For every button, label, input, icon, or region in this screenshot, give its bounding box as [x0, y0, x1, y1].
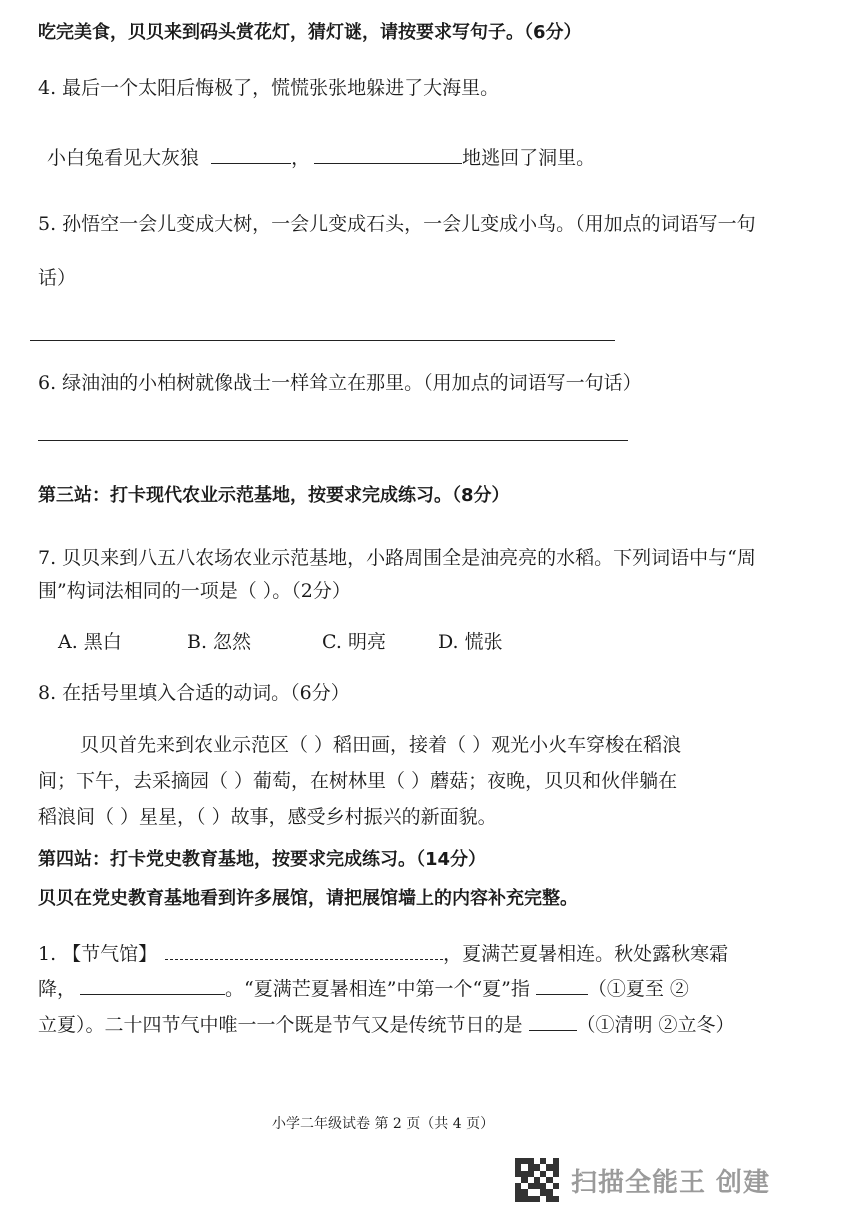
q8-line2: 间；下午，去采摘园（ ）葡萄，在树林里（ ）蘑菇；夜晚，贝贝和伙伴躺在 — [38, 770, 678, 792]
q1-label: 1. 【节气馆】 — [38, 943, 158, 965]
q1-line2 — [38, 976, 689, 1001]
q1-part2a: 降， — [38, 978, 77, 1000]
q7-option-c[interactable]: C. 明亮 — [322, 631, 386, 653]
q1-part1: ，夏满芒夏暑相连。秋处露秋寒霜 — [443, 943, 729, 965]
q1-part2c: （①夏至 ② — [587, 978, 689, 1000]
q7-option-d[interactable]: D. 慌张 — [438, 631, 503, 653]
q1-part2b: 。“夏满芒夏暑相连”中第一个“夏”指 — [225, 978, 530, 1000]
station3-title: 第三站：打卡现代农业示范基地，按要求完成练习。（8分） — [38, 485, 510, 506]
q7-line1: 7. 贝贝来到八五八农场农业示范基地，小路周围全是油亮亮的水稻。下列词语中与“周 — [38, 547, 756, 569]
q1-blank-3[interactable] — [536, 976, 588, 995]
q8-line1: 贝贝首先来到农业示范区（ ）稻田画，接着（ ）观光小火车穿梭在稻浪 — [80, 734, 682, 756]
q7-option-b[interactable]: B. 忽然 — [187, 631, 252, 653]
q8-title: 8. 在括号里填入合适的动词。（6分） — [38, 682, 350, 704]
scanner-watermark — [515, 1158, 770, 1202]
intro-instruction: 吃完美食，贝贝来到码头赏花灯，猜灯谜，请按要求写句子。（6分） — [38, 22, 582, 43]
q7-option-a[interactable]: A. 黑白 — [58, 631, 122, 653]
qr-code-icon — [515, 1158, 559, 1202]
q4-blank-1[interactable] — [211, 145, 291, 164]
q4-answer-line — [47, 145, 595, 170]
q5-line2: 话） — [38, 267, 77, 289]
q1-part3b: （①清明 ②立冬） — [576, 1014, 735, 1036]
q7-line2: 围”构词法相同的一项是（ ）。（2分） — [38, 580, 351, 602]
q4-blank-2[interactable] — [314, 145, 462, 164]
page-footer: 小学二年级试卷 第 2 页（共 4 页） — [272, 1116, 495, 1132]
q4-prompt-after: 地逃回了洞里。 — [462, 147, 596, 169]
q1-line3 — [38, 1012, 735, 1037]
q4-prompt-comma: ， — [291, 147, 311, 169]
q1-blank-1[interactable] — [165, 941, 443, 960]
q4-prompt-before: 小白兔看见大灰狼 — [47, 147, 200, 169]
station4-subtitle: 贝贝在党史教育基地看到许多展馆，请把展馆墙上的内容补充完整。 — [38, 888, 578, 909]
q6-line: 6. 绿油油的小柏树就像战士一样耸立在那里。（用加点的词语写一句话） — [38, 372, 642, 394]
q5-answer-rule[interactable] — [30, 340, 615, 341]
q1-blank-2[interactable] — [80, 976, 225, 995]
q8-line3: 稻浪间（ ）星星，（ ）故事，感受乡村振兴的新面貌。 — [38, 806, 497, 828]
q1-part3a: 立夏）。二十四节气中唯一一个既是节气又是传统节日的是 — [38, 1014, 523, 1036]
q6-answer-rule[interactable] — [38, 440, 628, 441]
station4-title: 第四站：打卡党史教育基地，按要求完成练习。（14分） — [38, 849, 487, 870]
q5-line1: 5. 孙悟空一会儿变成大树，一会儿变成石头，一会儿变成小鸟。（用加点的词语写一句 — [38, 213, 756, 235]
q4-sentence: 4. 最后一个太阳后悔极了，慌慌张张地躲进了大海里。 — [38, 77, 500, 99]
q1-blank-4[interactable] — [529, 1012, 577, 1031]
watermark-text: 扫描全能王 创建 — [571, 1167, 771, 1198]
q1-line1 — [38, 941, 728, 966]
